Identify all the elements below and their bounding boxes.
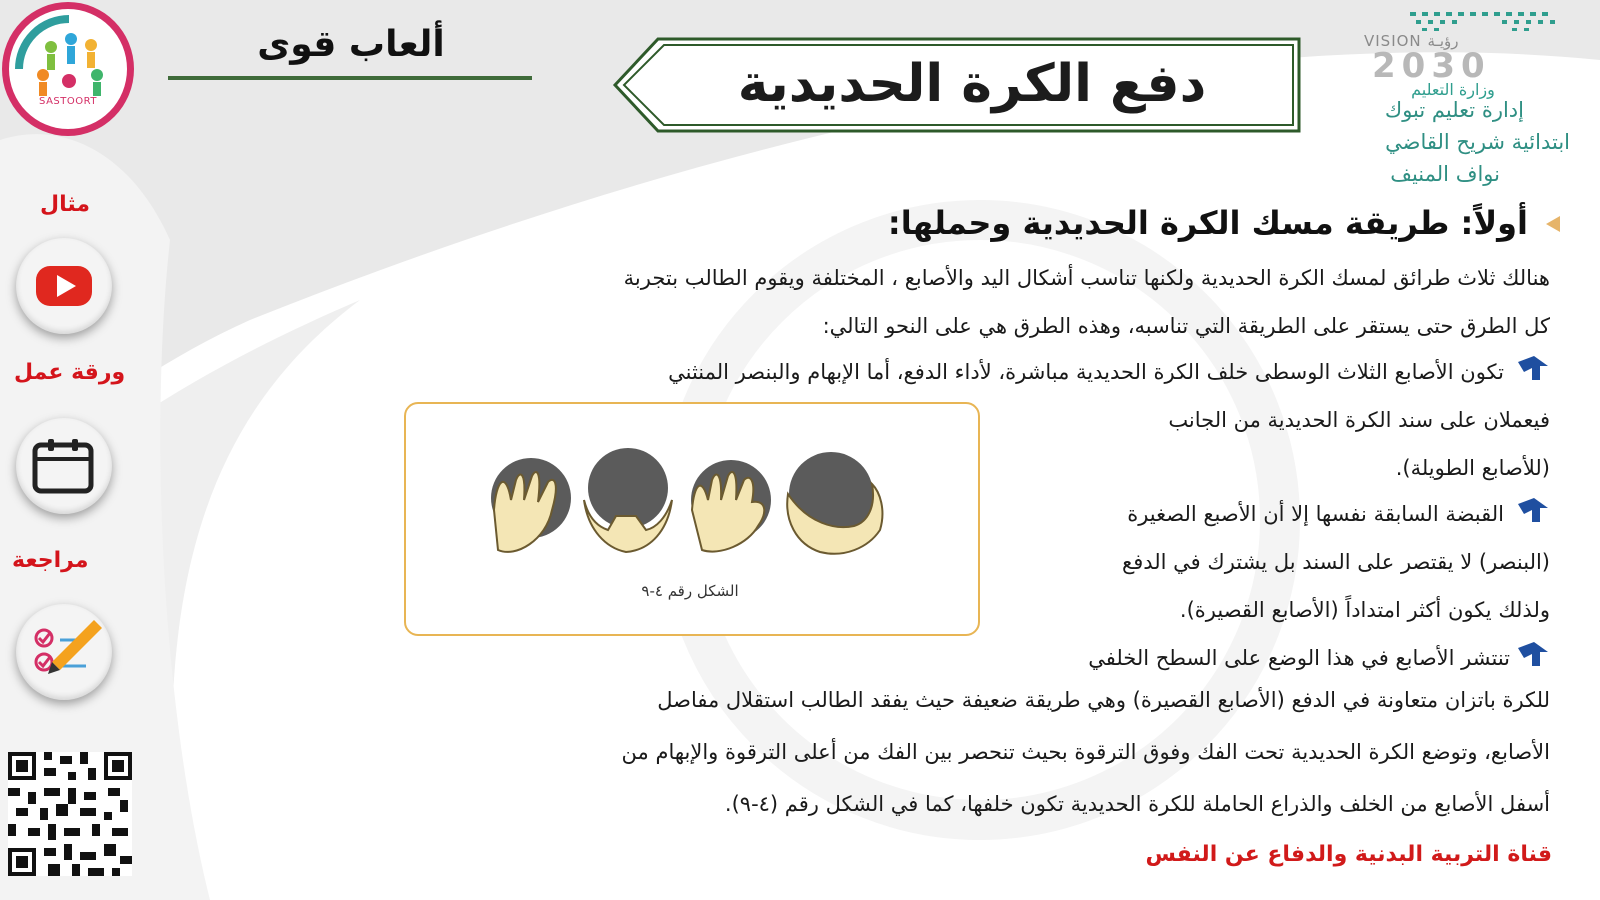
worksheet-label: ورقة عمل: [14, 360, 126, 385]
ministry-name: وزارة التعليم: [1411, 80, 1495, 99]
qr-code[interactable]: [8, 752, 132, 876]
point1-line-3: (للأصابع الطويلة).: [1395, 456, 1550, 480]
review-label: مراجعة: [12, 548, 89, 573]
point2-line-2: (البنصر) لا يقتصر على السند بل يشترك في الدفع: [1122, 550, 1550, 574]
point2-line-1: القبضة السابقة نفسها إلا أن الأصبع الصغيرة: [1127, 502, 1504, 526]
checklist-pencil-icon: [16, 604, 112, 700]
point3-line-4: أسفل الأصابع من الخلف والذراع الحاملة للكرة الحديدية تكون خلفها، كما في الشكل رقم (٤-٩).: [724, 792, 1550, 816]
heading-bullet-icon: [1546, 216, 1560, 232]
logo-text: SASTOORT: [39, 96, 97, 107]
point2-line-3: ولذلك يكون أكثر امتداداً (الأصابع القصيرة).: [1179, 598, 1550, 622]
vision-year: 2030: [1372, 46, 1491, 86]
point3-line-2: للكرة باتزان متعاونة في الدفع (الأصابع القصيرة) وهي طريقة ضعيفة حيث يفقد الطالب استقلال مفاصل: [657, 688, 1550, 712]
bullet-arrow-icon: [1516, 640, 1550, 668]
calendar-icon: [16, 418, 112, 514]
point1-line-1: تكون الأصابع الثلاث الوسطى خلف الكرة الحديدية مباشرة، لأداء الدفع، أما الإبهام والبنصر المنثني: [668, 360, 1504, 384]
topic-title: ألعاب قوى: [257, 24, 445, 65]
youtube-example-button[interactable]: [16, 238, 112, 334]
worksheet-button[interactable]: [16, 418, 112, 514]
directorate: إدارة تعليم تبوك: [1384, 98, 1524, 122]
intro-line-2: كل الطرق حتى يستقر على الطريقة التي تناسبه، وهذه الطرق هي على النحو التالي:: [822, 314, 1550, 338]
topic-underline: [168, 76, 532, 80]
bullet-arrow-icon: [1516, 496, 1550, 524]
channel-footer: قناة التربية البدنية والدفاع عن النفس: [1145, 842, 1552, 867]
hand-grip-illustration: [476, 440, 906, 570]
sastoort-logo: [2, 2, 134, 136]
point1-line-2: فيعملان على سند الكرة الحديدية من الجانب: [1168, 408, 1550, 432]
section-heading: أولاً: طريقة مسك الكرة الحديدية وحملها:: [887, 204, 1528, 242]
school-name: ابتدائية شريح القاضي: [1385, 130, 1570, 154]
vision-2030-logo: [1352, 10, 1570, 98]
school-info: [1385, 94, 1570, 190]
review-button[interactable]: [16, 604, 112, 700]
intro-line-1: هنالك ثلاث طرائق لمسك الكرة الحديدية ولكنها تناسب أشكال اليد والأصابع ، المختلفة ويقوم الطالب بتجربة: [623, 266, 1550, 290]
teacher-name: نواف المنيف: [1390, 162, 1500, 186]
bullet-arrow-icon: [1516, 354, 1550, 382]
point3-line-3: الأصابع، وتوضع الكرة الحديدية تحت الفك وفوق الترقوة بحيث تنحصر بين الفك من أعلى الترقوة والإبهام من: [621, 740, 1550, 764]
figure-caption: الشكل رقم ٤-٩: [641, 582, 739, 600]
point3-line-1: تنتشر الأصابع في هذا الوضع على السطح الخلفي: [1088, 646, 1510, 670]
youtube-play-icon: [16, 238, 112, 334]
figure-hand-grips: [404, 402, 980, 636]
vision-text: VISION رؤيـة: [1364, 32, 1459, 50]
lesson-title: دفع الكرة الحديدية: [737, 54, 1207, 114]
example-label: مثال: [40, 192, 90, 217]
